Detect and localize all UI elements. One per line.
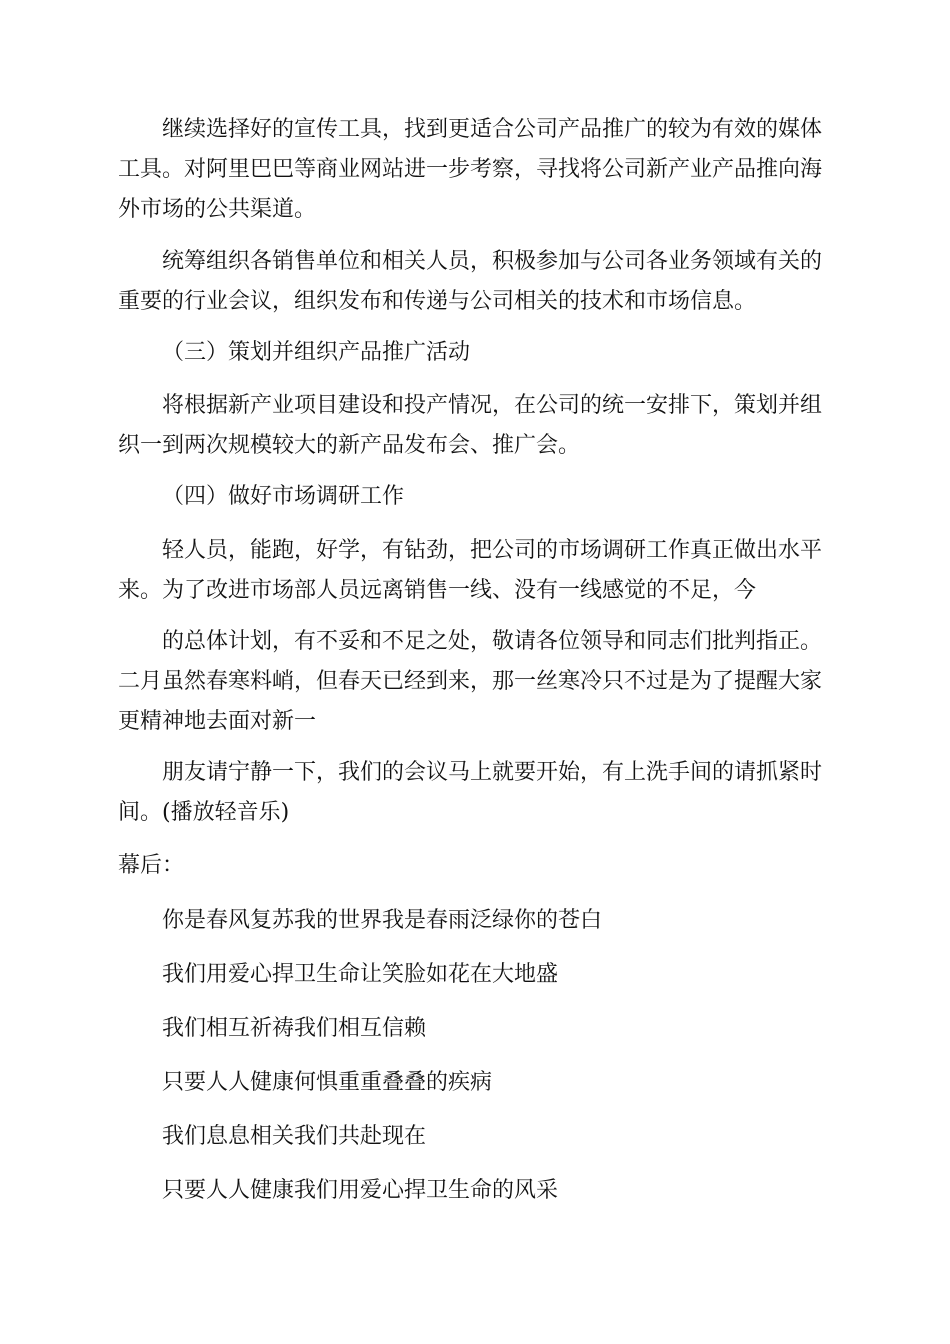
verse-line <box>118 901 838 941</box>
text-line: 我们相互祈祷我们相互信赖 <box>162 1016 427 1041</box>
text-line: 的总体计划，有不妥和不足之处，敬请各位领导和同志们批判指正。 <box>162 629 823 654</box>
text-line: 轻人员，能跑，好学，有钻劲，把公司的市场调研工作真正做出水平 <box>162 538 823 563</box>
text-line: 幕后： <box>118 853 185 878</box>
verse-line <box>118 1063 838 1103</box>
text-line: 朋友请宁静一下，我们的会议马上就要开始，有上洗手间的请抓紧时 <box>162 760 823 785</box>
text-line: 工具。对阿里巴巴等商业网站进一步考察，寻找将公司新产业产品推向海 <box>118 157 823 182</box>
text-line: 织一到两次规模较大的新产品发布会、推广会。 <box>118 433 581 458</box>
text-line: 更精神地去面对新一 <box>118 709 317 734</box>
text-line: 只要人人健康我们用爱心捍卫生命的风采 <box>162 1178 559 1203</box>
text-line: 统筹组织各销售单位和相关人员，积极参加与公司各业务领域有关的 <box>162 249 823 274</box>
text-line: 二月虽然春寒料峭，但春天已经到来，那一丝寒冷只不过是为了提醒大家 <box>118 669 823 694</box>
text-line: 间。(播放轻音乐) <box>118 800 290 825</box>
text-line: 只要人人健康何惧重重叠叠的疾病 <box>162 1070 493 1095</box>
text-line: 重要的行业会议，组织发布和传递与公司相关的技术和市场信息。 <box>118 289 757 314</box>
heading-line: （三）策划并组织产品推广活动 <box>162 340 471 365</box>
verse-line <box>118 1171 838 1211</box>
heading-line: （四）做好市场调研工作 <box>162 484 405 509</box>
text-line: 继续选择好的宣传工具，找到更适合公司产品推广的较为有效的媒体 <box>162 117 823 142</box>
body-paragraph <box>118 622 838 742</box>
text-line: 外市场的公共渠道。 <box>118 197 317 222</box>
text-line: 来。为了改进市场部人员远离销售一线、没有一线感觉的不足，今 <box>118 578 757 603</box>
body-paragraph <box>118 531 838 611</box>
verse-line <box>118 1009 838 1049</box>
body-paragraph <box>118 753 838 833</box>
verse-line <box>118 1117 838 1157</box>
body-paragraph <box>118 110 838 230</box>
body-paragraph <box>118 242 838 322</box>
text-line: 将根据新产业项目建设和投产情况，在公司的统一安排下，策划并组 <box>162 393 823 418</box>
body-paragraph <box>118 386 838 466</box>
text-line: 我们用爱心捍卫生命让笑脸如花在大地盛 <box>162 962 559 987</box>
verse-line <box>118 955 838 995</box>
section-heading <box>118 477 838 517</box>
body-paragraph <box>118 846 838 886</box>
section-heading <box>118 333 838 373</box>
text-line: 你是春风复苏我的世界我是春雨泛绿你的苍白 <box>162 908 603 933</box>
text-line: 我们息息相关我们共赴现在 <box>162 1124 427 1149</box>
